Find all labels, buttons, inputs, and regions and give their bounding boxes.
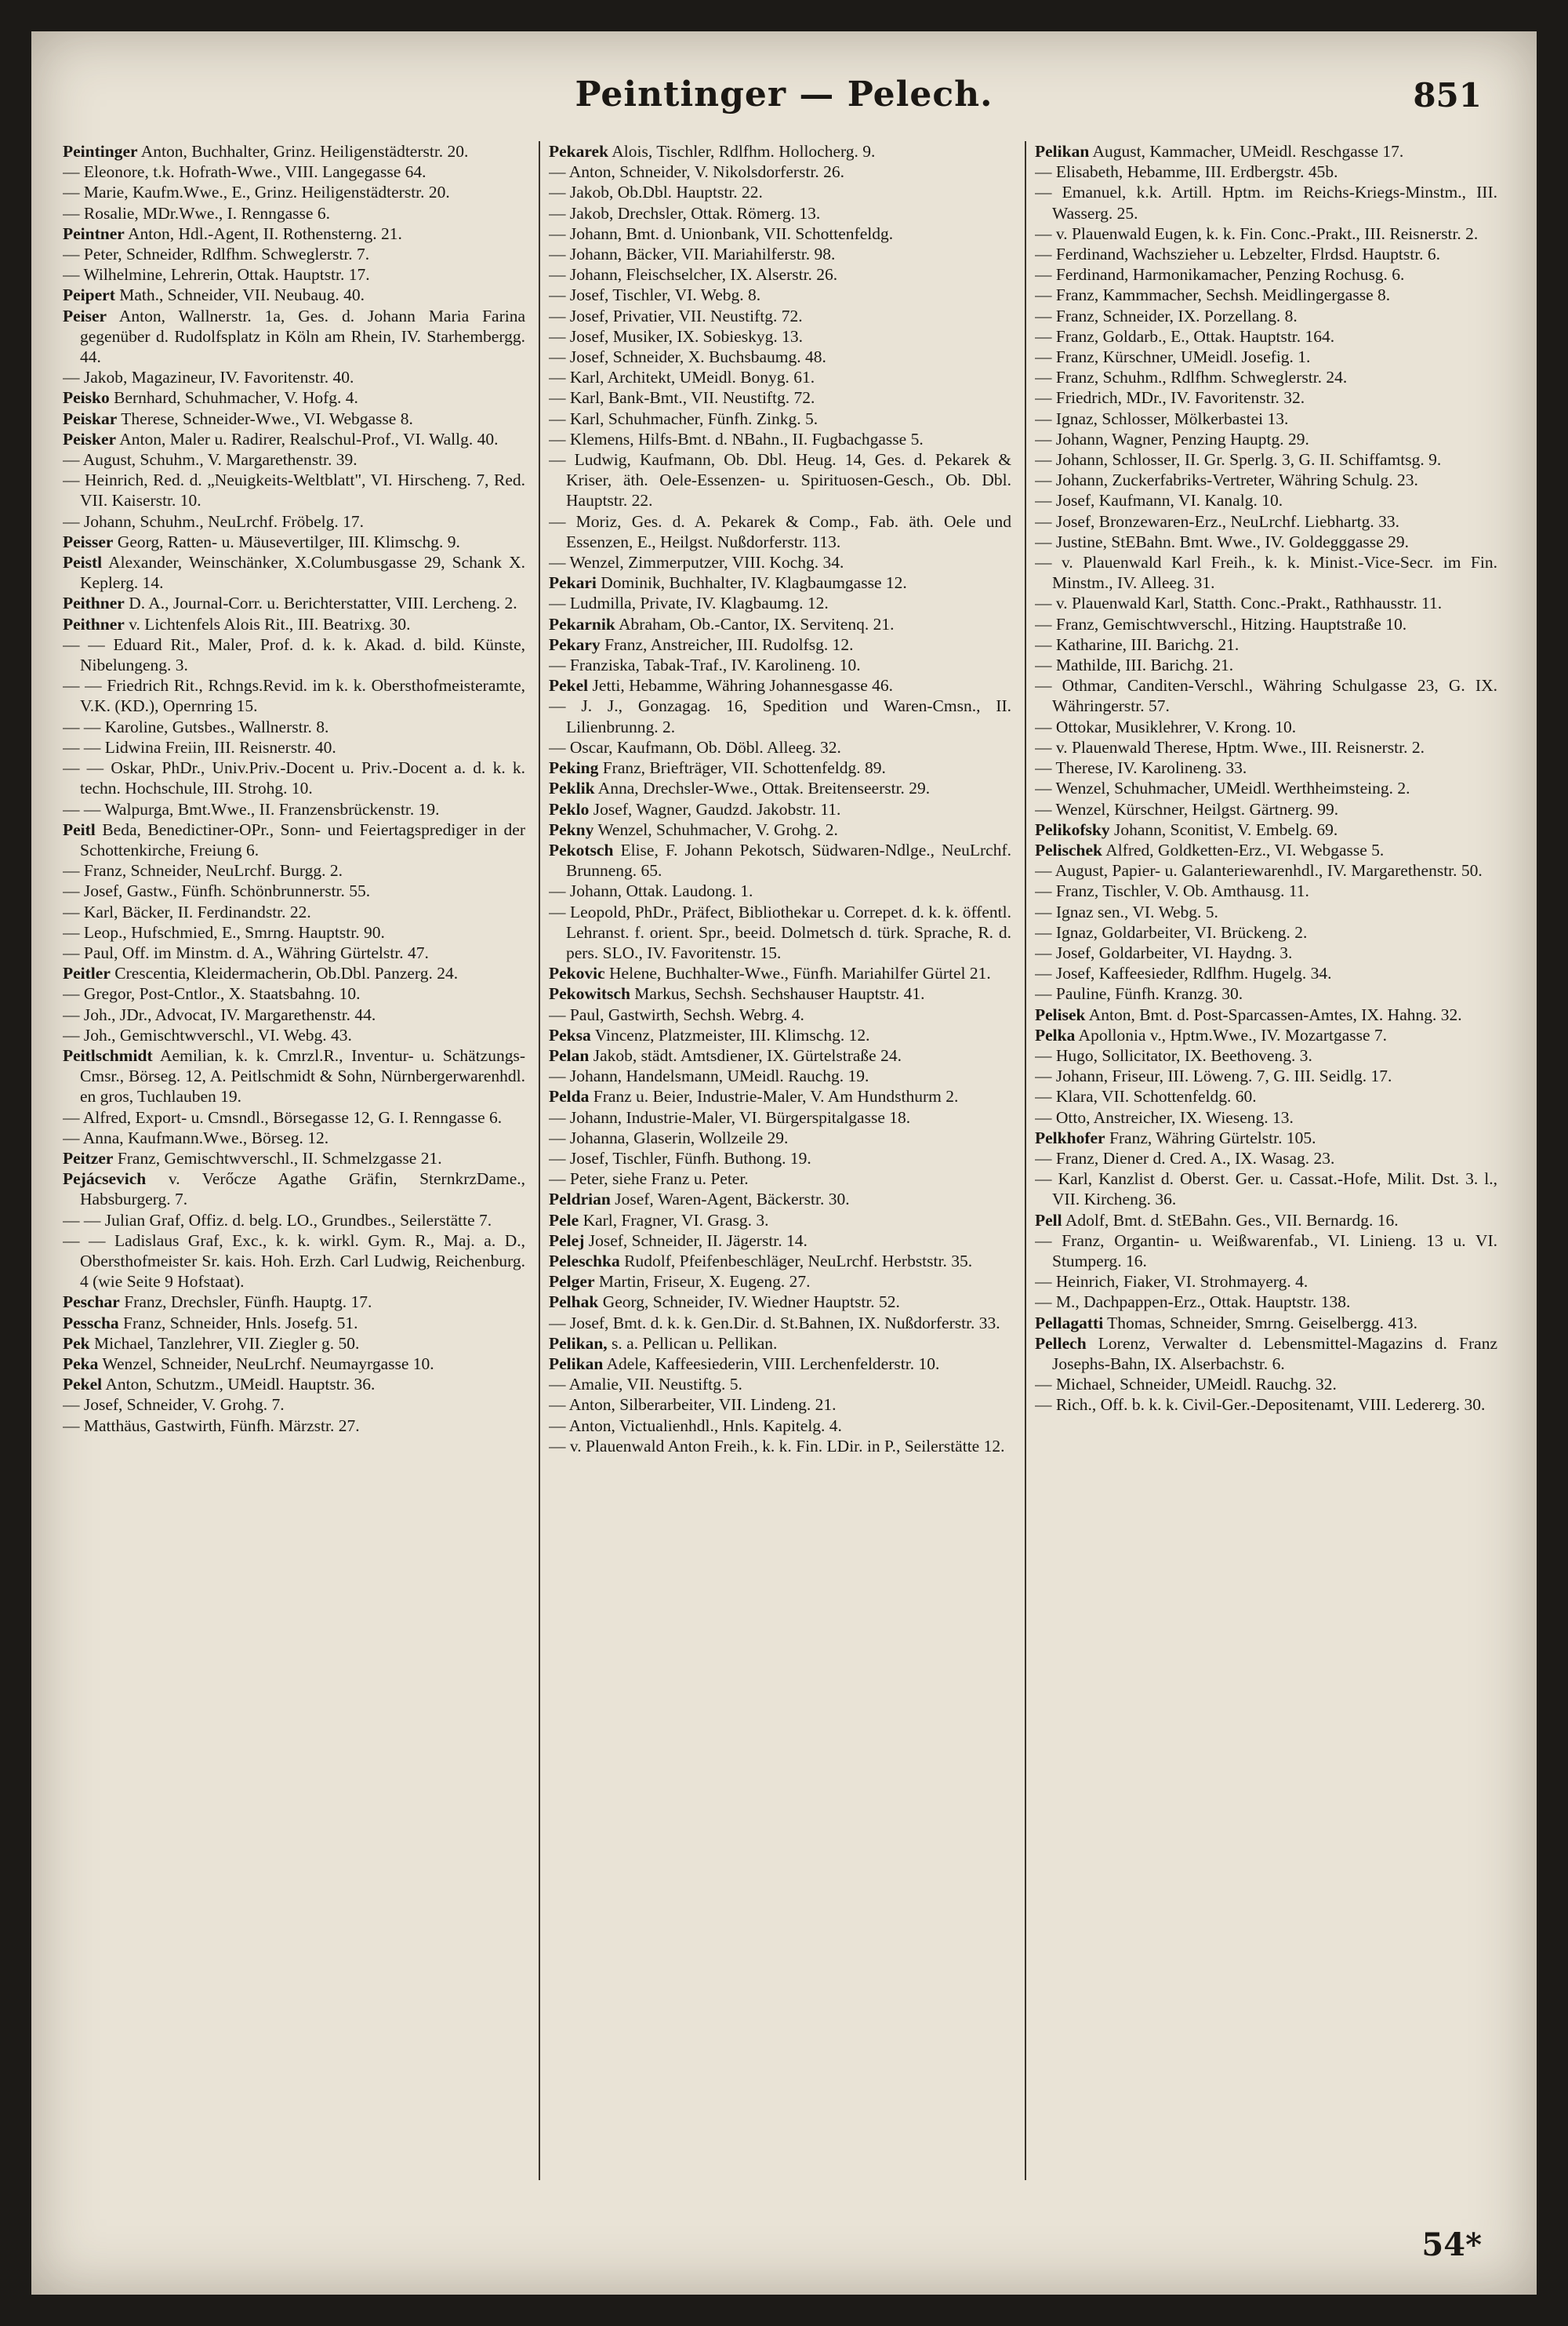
- directory-entry: — Paul, Gastwirth, Sechsh. Webrg. 4.: [549, 1005, 804, 1024]
- entry-surname: Peithner: [63, 614, 125, 634]
- directory-entry: — August, Schuhm., V. Margarethenstr. 39.: [63, 450, 358, 470]
- directory-entry: — Anton, Victualienhdl., Hnls. Kapitelg. 4.: [549, 1416, 842, 1435]
- directory-entry: — Ignaz sen., VI. Webg. 5.: [1035, 902, 1218, 921]
- entry-surname: Pelan: [549, 1045, 590, 1065]
- directory-entry: — Alfred, Export- u. Cmsndl., Börsegasse 12, G. I. Renngasse 6.: [63, 1107, 503, 1127]
- directory-entry: — Friedrich, MDr., IV. Favoritenstr. 32.: [1035, 388, 1305, 408]
- directory-entry: — Josef, Schneider, V. Grohg. 7.: [63, 1395, 285, 1415]
- directory-entry: Pelikan August, Kammacher, UMeidl. Reschgasse 17.: [1035, 142, 1404, 161]
- directory-entry: Peking Franz, Briefträger, VII. Schottenfeldg. 89.: [549, 758, 886, 778]
- directory-entry: Peitl Beda, Benedictiner-OPr., Sonn- und Feiertagsprediger in der Schottenkirche, Freiung 6.: [63, 820, 525, 860]
- directory-entry: — Josef, Musiker, IX. Sobieskyg. 13.: [549, 326, 804, 346]
- directory-entry: — Eleonore, t.k. Hofrath-Wwe., VIII. Langegasse 64.: [63, 162, 426, 182]
- directory-entry: — Marie, Kaufm.Wwe., E., Grinz. Heiligenstädterstr. 20.: [63, 183, 450, 202]
- directory-entry: — — Oskar, PhDr., Univ.Priv.-Docent u. Priv.-Docent a. d. k. k. techn. Hochschule, III. Strohg. 10.: [63, 758, 525, 798]
- directory-entry: — Elisabeth, Hebamme, III. Erdbergstr. 45b.: [1035, 162, 1338, 182]
- directory-entry: — Joh., Gemischtwverschl., VI. Webg. 43.: [63, 1025, 352, 1045]
- directory-entry: — Rosalie, MDr.Wwe., I. Renngasse 6.: [63, 203, 330, 223]
- directory-entry: — Heinrich, Red. d. „Neuigkeits-Weltblatt", VI. Hirscheng. 7, Red. VII. Kaiserstr. 10.: [63, 471, 525, 511]
- directory-entry: — Ludwig, Kaufmann, Ob. Dbl. Heug. 14, Ges. d. Pekarek & Kriser, äth. Oele-Essenzen- u. Spirituosen-Gesch., Ob. Dbl. Hauptstr. 22.: [549, 450, 1011, 511]
- directory-entry: Peitlschmidt Aemilian, k. k. Cmrzl.R., Inventur- u. Schätzungs-Cmsr., Börseg. 12, A. Peitlschmidt & Sohn, Nürnbergerwarenhdl. en gros, Tuchlauben 19.: [63, 1045, 525, 1107]
- entry-surname: Pekel: [63, 1375, 103, 1394]
- directory-entry: — — Eduard Rit., Maler, Prof. d. k. k. Akad. d. bild. Künste, Nibelungeng. 3.: [63, 634, 525, 675]
- directory-entry: — Wenzel, Schuhmacher, UMeidl. Werthheimsteing. 2.: [1035, 779, 1410, 798]
- directory-entry: Peiskar Therese, Schneider-Wwe., VI. Webgasse 8.: [63, 409, 413, 428]
- directory-entry: — Heinrich, Fiaker, VI. Strohmayerg. 4.: [1035, 1272, 1308, 1292]
- directory-entry: — Ignaz, Schlosser, Mölkerbastei 13.: [1035, 409, 1289, 428]
- directory-entry: Pekny Wenzel, Schuhmacher, V. Grohg. 2.: [549, 820, 838, 839]
- directory-entry: — v. Plauenwald Eugen, k. k. Fin. Conc.-Prakt., III. Reisnerstr. 2.: [1035, 224, 1479, 243]
- entry-surname: Peka: [63, 1354, 99, 1373]
- entry-surname: Pekotsch: [549, 840, 614, 860]
- directory-entry: — Karl, Bäcker, II. Ferdinandstr. 22.: [63, 902, 311, 921]
- directory-entry: — Josef, Privatier, VII. Neustiftg. 72.: [549, 306, 803, 325]
- directory-entry: Pekotsch Elise, F. Johann Pekotsch, Südwaren-Ndlge., NeuLrchf. Brunneng. 65.: [549, 840, 1011, 881]
- directory-entry: Peisser Georg, Ratten- u. Mäusevertilger, III. Klimschg. 9.: [63, 532, 460, 551]
- entry-surname: Pelikofsky: [1035, 820, 1110, 839]
- entry-surname: Peschar: [63, 1292, 120, 1312]
- directory-entry: — Hugo, Sollicitator, IX. Beethoveng. 3.: [1035, 1045, 1312, 1065]
- entry-surname: Peitzer: [63, 1148, 114, 1168]
- directory-entry: — Josef, Kaufmann, VI. Kanalg. 10.: [1035, 491, 1283, 511]
- directory-entry: Pekowitsch Markus, Sechsh. Sechshauser Hauptstr. 41.: [549, 984, 925, 1004]
- directory-entry: Peisko Bernhard, Schuhmacher, V. Hofg. 4.: [63, 388, 358, 408]
- entry-surname: Pelger: [549, 1272, 595, 1292]
- entry-surname: Peisker: [63, 429, 117, 449]
- directory-entry: Pekovic Helene, Buchhalter-Wwe., Fünfh. Mariahilfer Gürtel 21.: [549, 964, 991, 983]
- entry-surname: Pelhak: [549, 1292, 599, 1312]
- entry-surname: Pell: [1035, 1210, 1062, 1230]
- entry-surname: Peiskar: [63, 409, 118, 428]
- directory-entry: — Leop., Hufschmied, E., Smrng. Hauptstr. 90.: [63, 922, 385, 942]
- directory-entry: Pele Karl, Fragner, VI. Grasg. 3.: [549, 1210, 769, 1230]
- directory-entry: Peklik Anna, Drechsler-Wwe., Ottak. Breitenseerstr. 29.: [549, 779, 931, 798]
- directory-entry: — Ferdinand, Wachszieher u. Lebzelter, Flrdsd. Hauptstr. 6.: [1035, 245, 1441, 264]
- directory-entry: Pelger Martin, Friseur, X. Eugeng. 27.: [549, 1272, 811, 1292]
- entry-surname: Pele: [549, 1210, 579, 1230]
- entry-surname: Peitl: [63, 820, 96, 839]
- directory-entry: — — Karoline, Gutsbes., Wallnerstr. 8.: [63, 717, 329, 736]
- directory-entry: — Karl, Kanzlist d. Oberst. Ger. u. Cassat.-Hofe, Milit. Dst. 3. l., VII. Kircheng. 36.: [1035, 1169, 1497, 1209]
- page-number: 851: [1413, 76, 1482, 114]
- directory-entry: — Johann, Schuhm., NeuLrchf. Fröbelg. 17.: [63, 511, 364, 531]
- directory-entry: — Rich., Off. b. k. k. Civil-Ger.-Depositenamt, VIII. Ledererg. 30.: [1035, 1395, 1486, 1415]
- entry-surname: Peisko: [63, 388, 110, 408]
- directory-entry: — v. Plauenwald Karl Freih., k. k. Minist.-Vice-Secr. im Fin. Minstm., IV. Alleeg. 31.: [1035, 553, 1497, 593]
- directory-entry: — — Walpurga, Bmt.Wwe., II. Franzensbrückenstr. 19.: [63, 799, 440, 819]
- directory-entry: Peistl Alexander, Weinschänker, X.Columbusgasse 29, Schank X. Keplerg. 14.: [63, 553, 525, 593]
- directory-entry: — Josef, Bronzewaren-Erz., NeuLrchf. Liebhartg. 33.: [1035, 511, 1400, 531]
- directory-entry: — Klara, VII. Schottenfeldg. 60.: [1035, 1087, 1257, 1107]
- column-divider: [1025, 141, 1026, 2180]
- directory-entry: — Franz, Schneider, IX. Porzellang. 8.: [1035, 306, 1298, 325]
- directory-entry: — Karl, Architekt, UMeidl. Bonyg. 61.: [549, 368, 815, 387]
- directory-entry: Pelka Apollonia v., Hptm.Wwe., IV. Mozartgasse 7.: [1035, 1025, 1388, 1045]
- directory-entry: — Jakob, Ob.Dbl. Hauptstr. 22.: [549, 183, 763, 202]
- directory-entry: — Johann, Handelsmann, UMeidl. Rauchg. 19.: [549, 1067, 869, 1086]
- entry-surname: Pelda: [549, 1087, 590, 1107]
- directory-entry: Pejácsevich v. Verőcze Agathe Gräfin, SternkrzDame., Habsburgerg. 7.: [63, 1169, 525, 1209]
- entry-surname: Pesscha: [63, 1313, 119, 1332]
- directory-entry: — v. Plauenwald Therese, Hptm. Wwe., III. Reisnerstr. 2.: [1035, 737, 1425, 757]
- directory-entry: — Franz, Goldarb., E., Ottak. Hauptstr. 164.: [1035, 326, 1335, 346]
- entry-surname: Peipert: [63, 285, 115, 305]
- directory-entry: — Josef, Schneider, X. Buchsbaumg. 48.: [549, 347, 826, 367]
- directory-entry: Pelischek Alfred, Goldketten-Erz., VI. Webgasse 5.: [1035, 840, 1385, 860]
- directory-entry: — Johann, Wagner, Penzing Hauptg. 29.: [1035, 429, 1309, 449]
- directory-entry: — Emanuel, k.k. Artill. Hptm. im Reichs-Kriegs-Minstm., III. Wasserg. 25.: [1035, 183, 1497, 223]
- directory-entry: — Oscar, Kaufmann, Ob. Döbl. Alleeg. 32.: [549, 737, 841, 757]
- directory-entry: — M., Dachpappen-Erz., Ottak. Hauptstr. 138.: [1035, 1292, 1351, 1312]
- entry-surname: Peklik: [549, 779, 595, 798]
- entry-surname: Pellech: [1035, 1333, 1087, 1353]
- directory-entry: — Michael, Schneider, UMeidl. Rauchg. 32.: [1035, 1375, 1337, 1394]
- entry-surname: Peithner: [63, 594, 125, 613]
- entry-surname: Pekarnik: [549, 614, 615, 634]
- directory-entry: — Karl, Schuhmacher, Fünfh. Zinkg. 5.: [549, 409, 818, 428]
- directory-entry: — August, Papier- u. Galanteriewarenhdl., IV. Margarethenstr. 50.: [1035, 861, 1483, 881]
- directory-entry: — Johann, Bäcker, VII. Mariahilferstr. 98.: [549, 245, 836, 264]
- directory-entry: — Franz, Diener d. Cred. A., IX. Wasag. 23.: [1035, 1148, 1335, 1168]
- directory-entry: Pelisek Anton, Bmt. d. Post-Sparcassen-Amtes, IX. Hahng. 32.: [1035, 1005, 1462, 1024]
- signature-mark: 54*: [1421, 2226, 1482, 2263]
- directory-entry: Peklo Josef, Wagner, Gaudzd. Jakobstr. 11.: [549, 799, 841, 819]
- directory-entry: Peintinger Anton, Buchhalter, Grinz. Heiligenstädterstr. 20.: [63, 142, 469, 161]
- entry-surname: Peking: [549, 758, 599, 778]
- directory-entry: Pekarnik Abraham, Ob.-Cantor, IX. Servitenq. 21.: [549, 614, 895, 634]
- directory-entry: — — Lidwina Freiin, III. Reisnerstr. 40.: [63, 737, 336, 757]
- directory-entry: — Wilhelmine, Lehrerin, Ottak. Hauptstr. 17.: [63, 265, 370, 285]
- directory-entry: — Pauline, Fünfh. Kranzg. 30.: [1035, 984, 1243, 1004]
- entry-surname: Pelikan,: [549, 1333, 608, 1353]
- directory-entry: Pekel Anton, Schutzm., UMeidl. Hauptstr. 36.: [63, 1375, 376, 1394]
- directory-entry: Peschar Franz, Drechsler, Fünfh. Hauptg. 17.: [63, 1292, 372, 1312]
- directory-entry: — v. Plauenwald Karl, Statth. Conc.-Prakt., Rathhausstr. 11.: [1035, 594, 1443, 613]
- entry-surname: Pekarek: [549, 142, 609, 161]
- directory-entry: — Justine, StEBahn. Bmt. Wwe., IV. Goldegggasse 29.: [1035, 532, 1409, 551]
- directory-entry: — Josef, Goldarbeiter, VI. Haydng. 3.: [1035, 943, 1293, 962]
- entry-surname: Peintinger: [63, 142, 138, 161]
- entry-surname: Peksa: [549, 1025, 591, 1045]
- entry-surname: Pelej: [549, 1230, 585, 1250]
- directory-entry: — Mathilde, III. Barichg. 21.: [1035, 656, 1234, 675]
- directory-entry: — Franz, Schneider, NeuLrchf. Burgg. 2.: [63, 861, 343, 881]
- entry-surname: Pekel: [549, 676, 589, 696]
- entry-surname: Pelka: [1035, 1025, 1076, 1045]
- directory-entry: — Johann, Friseur, III. Löweng. 7, G. III. Seidlg. 17.: [1035, 1067, 1392, 1086]
- directory-entry: Peisker Anton, Maler u. Radirer, Realschul-Prof., VI. Wallg. 40.: [63, 429, 499, 449]
- directory-entry: Peiser Anton, Wallnerstr. 1a, Ges. d. Johann Maria Farina gegenüber d. Rudolfsplatz in Köln am Rhein, IV. Starhembergg. 44.: [63, 306, 525, 367]
- directory-entry: — v. Plauenwald Anton Freih., k. k. Fin. LDir. in P., Seilerstätte 12.: [549, 1436, 1005, 1456]
- directory-entry: — Josef, Kaffeesieder, Rdlfhm. Hugelg. 34.: [1035, 964, 1332, 983]
- entry-surname: Pelikan: [1035, 142, 1090, 161]
- directory-entry: — Josef, Tischler, VI. Webg. 8.: [549, 285, 761, 305]
- directory-entry: Pelda Franz u. Beier, Industrie-Maler, V. Am Hundsthurm 2.: [549, 1087, 959, 1107]
- directory-entry: — Johann, Ottak. Laudong. 1.: [549, 881, 753, 901]
- directory-entry: — Johanna, Glaserin, Wollzeile 29.: [549, 1128, 789, 1147]
- entry-surname: Peitler: [63, 964, 111, 983]
- directory-entry: Pelan Jakob, städt. Amtsdiener, IX. Gürtelstraße 24.: [549, 1045, 902, 1065]
- directory-entry: — Franziska, Tabak-Traf., IV. Karolineng. 10.: [549, 656, 861, 675]
- column-1: [63, 141, 525, 2219]
- entry-surname: Pekary: [549, 634, 601, 654]
- directory-entry: Peksa Vincenz, Platzmeister, III. Klimschg. 12.: [549, 1025, 870, 1045]
- directory-entry: Pekarek Alois, Tischler, Rdlfhm. Hollocherg. 9.: [549, 142, 876, 161]
- page-title: Peintinger — Pelech.: [575, 75, 993, 114]
- directory-entry: Pellech Lorenz, Verwalter d. Lebensmittel-Magazins d. Franz Josephs-Bahn, IX. Alserbachstr. 6.: [1035, 1333, 1497, 1373]
- directory-entry: — Franz, Tischler, V. Ob. Amthausg. 11.: [1035, 881, 1309, 901]
- directory-entry: Peithner v. Lichtenfels Alois Rit., III. Beatrixg. 30.: [63, 614, 411, 634]
- directory-entry: — Ottokar, Musiklehrer, V. Krong. 10.: [1035, 717, 1297, 736]
- directory-entry: Pekari Dominik, Buchhalter, IV. Klagbaumgasse 12.: [549, 573, 907, 593]
- directory-entry: Peitzer Franz, Gemischtwverschl., II. Schmelzgasse 21.: [63, 1148, 442, 1168]
- directory-entry: Peleschka Rudolf, Pfeifenbeschläger, NeuLrchf. Herbststr. 35.: [549, 1251, 973, 1270]
- directory-entry: Peitler Crescentia, Kleidermacherin, Ob.Dbl. Panzerg. 24.: [63, 964, 459, 983]
- directory-entry: — Franz, Gemischtwverschl., Hitzing. Hauptstraße 10.: [1035, 614, 1407, 634]
- directory-entry: Peipert Math., Schneider, VII. Neubaug. 40.: [63, 285, 365, 305]
- directory-entry: — Ignaz, Goldarbeiter, VI. Brückeng. 2.: [1035, 922, 1308, 942]
- column-2: [549, 141, 1011, 2219]
- directory-entry: — Otto, Anstreicher, IX. Wieseng. 13.: [1035, 1107, 1294, 1127]
- directory-entry: — Anton, Silberarbeiter, VII. Lindeng. 21.: [549, 1395, 837, 1415]
- directory-entry: — Leopold, PhDr., Präfect, Bibliothekar u. Correpet. d. k. k. öffentl. Lehranst. f. orient. Spr., beeid. Dolmetsch d. türk. Sprache, R. d. pers. SLO., IV. Favoritenstr. 15.: [549, 902, 1011, 962]
- directory-entry: — Johann, Schlosser, II. Gr. Sperlg. 3, G. II. Schiffamtsg. 9.: [1035, 450, 1442, 470]
- directory-entry: Pekel Jetti, Hebamme, Währing Johannesgasse 46.: [549, 676, 894, 696]
- directory-entry: — Therese, IV. Karolineng. 33.: [1035, 758, 1247, 778]
- directory-entry: — Anna, Kaufmann.Wwe., Börseg. 12.: [63, 1128, 329, 1147]
- column-divider: [539, 141, 540, 2180]
- entry-surname: Peklo: [549, 799, 590, 819]
- directory-entry: — — Friedrich Rit., Rchngs.Revid. im k. k. Obersthofmeisteramte, V.K. (KD.), Opernring 15.: [63, 676, 525, 716]
- directory-entry: — Johann, Zuckerfabriks-Vertreter, Währing Schulg. 23.: [1035, 471, 1418, 490]
- entry-surname: Peistl: [63, 553, 103, 572]
- entry-surname: Pejácsevich: [63, 1169, 147, 1189]
- directory-entry: Pek Michael, Tanzlehrer, VII. Ziegler g. 50.: [63, 1333, 360, 1353]
- entry-surname: Pekari: [549, 573, 597, 593]
- entry-surname: Pekowitsch: [549, 984, 630, 1004]
- entry-surname: Pelikan: [549, 1354, 604, 1373]
- directory-entry: — Gregor, Post-Cntlor., X. Staatsbahng. 10.: [63, 984, 361, 1004]
- directory-entry: — Josef, Gastw., Fünfh. Schönbrunnerstr. 55.: [63, 881, 371, 901]
- entry-surname: Peldrian: [549, 1190, 611, 1209]
- directory-entry: Pelhak Georg, Schneider, IV. Wiedner Hauptstr. 52.: [549, 1292, 900, 1312]
- directory-entry: — Franz, Kürschner, UMeidl. Josefig. 1.: [1035, 347, 1311, 367]
- entry-surname: Peitlschmidt: [63, 1045, 153, 1065]
- directory-entry: — Franz, Organtin- u. Weißwarenfab., VI. Linieng. 13 u. VI. Stumperg. 16.: [1035, 1230, 1497, 1270]
- directory-entry: Peka Wenzel, Schneider, NeuLrchf. Neumayrgasse 10.: [63, 1354, 434, 1373]
- directory-entry: Pelej Josef, Schneider, II. Jägerstr. 14.: [549, 1230, 808, 1250]
- directory-entry: Peithner D. A., Journal-Corr. u. Berichterstatter, VIII. Lercheng. 2.: [63, 594, 517, 613]
- directory-entry: — Wenzel, Kürschner, Heilgst. Gärtnerg. 99.: [1035, 799, 1339, 819]
- directory-entry: — Johann, Fleischselcher, IX. Alserstr. 26.: [549, 265, 838, 285]
- directory-entry: — Wenzel, Zimmerputzer, VIII. Kochg. 34.: [549, 553, 844, 572]
- directory-entry: — Amalie, VII. Neustiftg. 5.: [549, 1375, 742, 1394]
- entry-surname: Pelisek: [1035, 1005, 1086, 1024]
- directory-entry: — J. J., Gonzagag. 16, Spedition und Waren-Cmsn., II. Lilienbrunng. 2.: [549, 696, 1011, 736]
- column-3: [1035, 141, 1497, 2219]
- directory-entry: — Klemens, Hilfs-Bmt. d. NBahn., II. Fugbachgasse 5.: [549, 429, 924, 449]
- directory-entry: — Josef, Bmt. d. k. k. Gen.Dir. d. St.Bahnen, IX. Nußdorferstr. 33.: [549, 1313, 1000, 1332]
- directory-entry: — Peter, siehe Franz u. Peter.: [549, 1169, 749, 1189]
- directory-entry: Pellagatti Thomas, Schneider, Smrng. Geiselbergg. 413.: [1035, 1313, 1417, 1332]
- entry-surname: Pekny: [549, 820, 594, 839]
- directory-entry: — Jakob, Magazineur, IV. Favoritenstr. 40.: [63, 368, 354, 387]
- directory-entry: — Moriz, Ges. d. A. Pekarek & Comp., Fab. äth. Oele und Essenzen, E., Heilgst. Nußdorferstr. 113.: [549, 511, 1011, 551]
- directory-entry: Pelkhofer Franz, Währing Gürtelstr. 105.: [1035, 1128, 1316, 1147]
- directory-entry: — Josef, Tischler, Fünfh. Buthong. 19.: [549, 1148, 811, 1168]
- directory-entry: — Matthäus, Gastwirth, Fünfh. Märzstr. 27.: [63, 1416, 360, 1435]
- directory-entry: — Franz, Schuhm., Rdlfhm. Schweglerstr. 24.: [1035, 368, 1348, 387]
- directory-entry: Peldrian Josef, Waren-Agent, Bäckerstr. 30.: [549, 1190, 850, 1209]
- directory-entry: Peintner Anton, Hdl.-Agent, II. Rothensterng. 21.: [63, 224, 402, 243]
- directory-entry: Pelikofsky Johann, Sconitist, V. Embelg. 69.: [1035, 820, 1338, 839]
- directory-page: [31, 31, 1537, 2295]
- directory-entry: — Johann, Industrie-Maler, VI. Bürgerspitalgasse 18.: [549, 1107, 911, 1127]
- directory-entry: Pekary Franz, Anstreicher, III. Rudolfsg. 12.: [549, 634, 854, 654]
- directory-entry: — Jakob, Drechsler, Ottak. Römerg. 13.: [549, 203, 821, 223]
- entry-surname: Peisser: [63, 532, 114, 551]
- directory-entry: — Paul, Off. im Minstm. d. A., Währing Gürtelstr. 47.: [63, 943, 429, 962]
- directory-entry: Pelikan, s. a. Pellican u. Pellikan.: [549, 1333, 778, 1353]
- directory-entry: — Joh., JDr., Advocat, IV. Margarethenstr. 44.: [63, 1005, 376, 1024]
- directory-entry: — Ludmilla, Private, IV. Klagbaumg. 12.: [549, 594, 829, 613]
- directory-entry: Pelikan Adele, Kaffeesiederin, VIII. Lerchenfelderstr. 10.: [549, 1354, 940, 1373]
- directory-entry: Pell Adolf, Bmt. d. StEBahn. Ges., VII. Bernardg. 16.: [1035, 1210, 1399, 1230]
- directory-entry: — — Ladislaus Graf, Exc., k. k. wirkl. Gym. R., Maj. a. D., Obersthofmeister Sr. kais. Hoh. Erzh. Carl Ludwig, Reichenburg. 4 (wie Seite 9 Hofstaat).: [63, 1230, 525, 1292]
- page-header: [31, 75, 1537, 137]
- entry-surname: Pekovic: [549, 964, 605, 983]
- directory-entry: — Franz, Kammmacher, Sechsh. Meidlingergasse 8.: [1035, 285, 1391, 305]
- entry-surname: Pellagatti: [1035, 1313, 1104, 1332]
- entry-surname: Pelkhofer: [1035, 1128, 1105, 1147]
- directory-entry: — — Julian Graf, Offiz. d. belg. LO., Grundbes., Seilerstätte 7.: [63, 1210, 492, 1230]
- directory-entry: — Peter, Schneider, Rdlfhm. Schweglerstr. 7.: [63, 245, 370, 264]
- directory-entry: — Anton, Schneider, V. Nikolsdorferstr. 26.: [549, 162, 844, 182]
- entry-surname: Peintner: [63, 224, 125, 243]
- entry-surname: Peiser: [63, 306, 107, 325]
- entry-surname: Pek: [63, 1333, 90, 1353]
- directory-entry: — Othmar, Canditen-Verschl., Währing Schulgasse 23, G. IX. Währingerstr. 57.: [1035, 676, 1497, 716]
- columns-area: [63, 141, 1505, 2219]
- directory-entry: — Katharine, III. Barichg. 21.: [1035, 634, 1240, 654]
- directory-entry: — Ferdinand, Harmonikamacher, Penzing Rochusg. 6.: [1035, 265, 1405, 285]
- directory-entry: — Johann, Bmt. d. Unionbank, VII. Schottenfeldg.: [549, 224, 894, 243]
- entry-surname: Peleschka: [549, 1251, 620, 1270]
- directory-entry: Pesscha Franz, Schneider, Hnls. Josefg. 51.: [63, 1313, 358, 1332]
- entry-surname: Pelischek: [1035, 840, 1102, 860]
- directory-entry: — Karl, Bank-Bmt., VII. Neustiftg. 72.: [549, 388, 815, 408]
